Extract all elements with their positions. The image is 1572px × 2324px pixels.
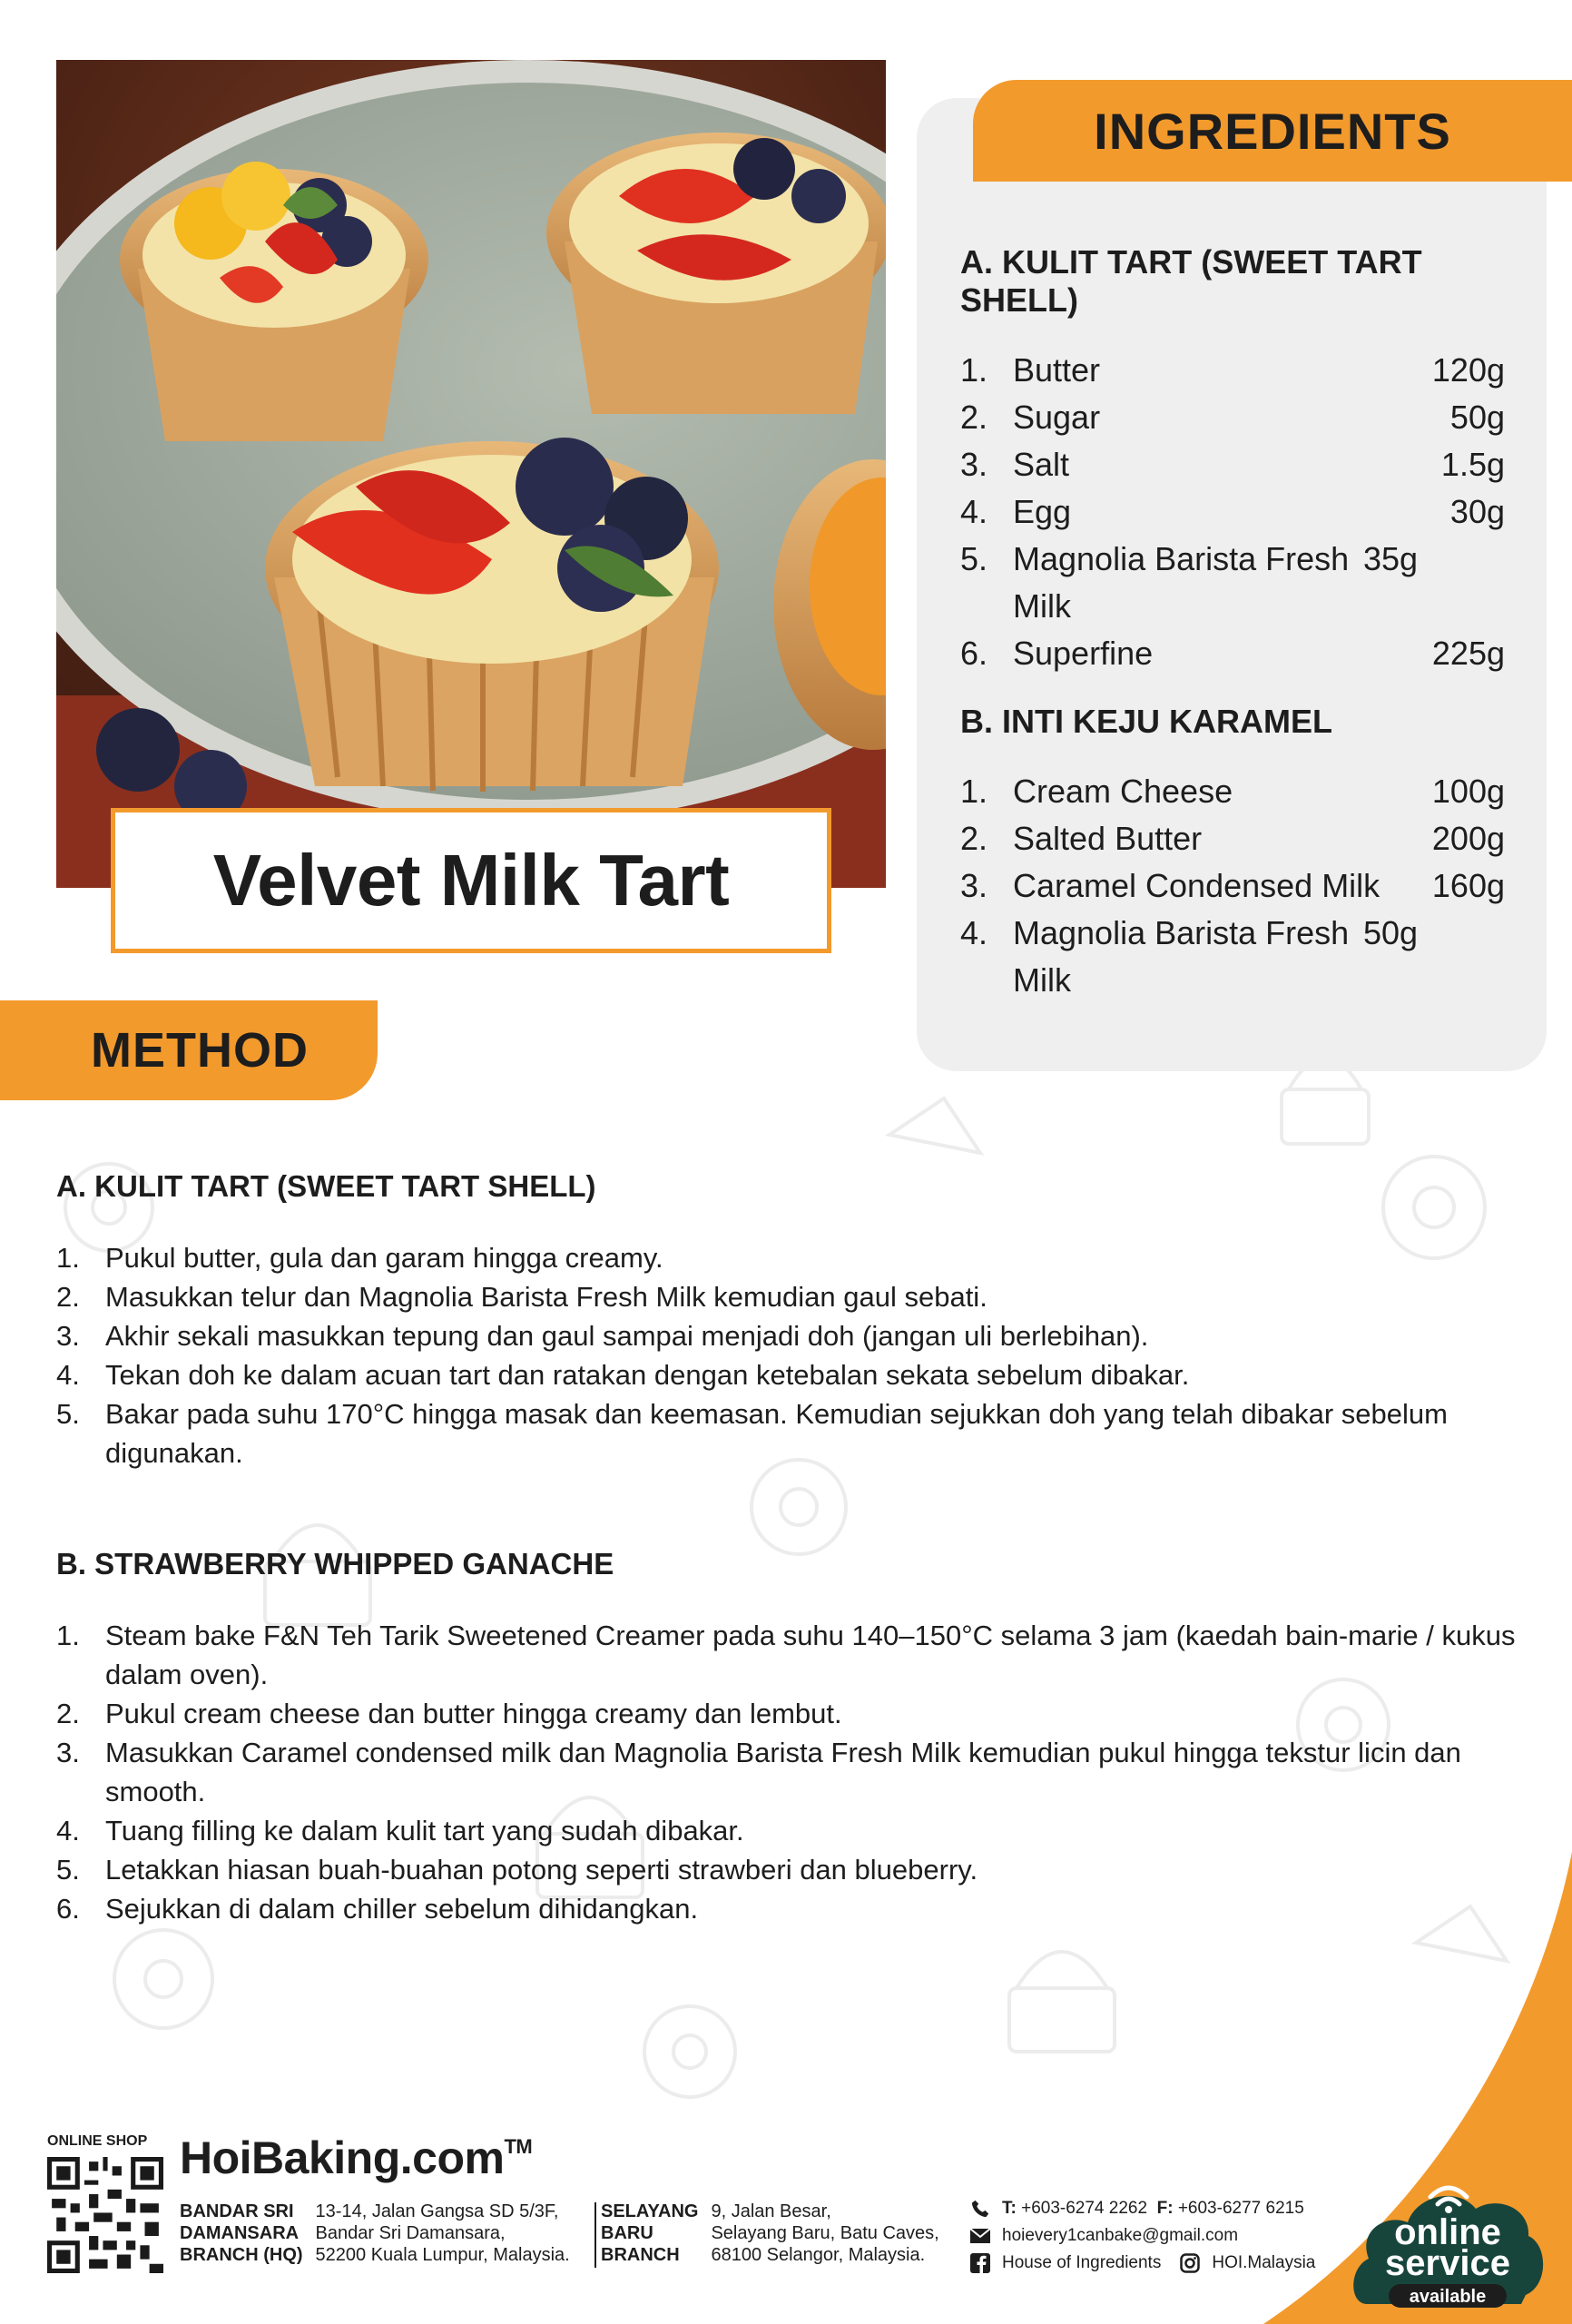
ingredient-name: Magnolia Barista Fresh Milk bbox=[1013, 914, 1350, 999]
recipe-title-box bbox=[111, 808, 831, 953]
step-num: 4. bbox=[56, 1815, 80, 1846]
footer bbox=[0, 2115, 1572, 2324]
step-text: Pukul cream cheese dan butter hingga creamy dan lembut. bbox=[105, 1698, 842, 1729]
facebook-link[interactable]: House of Ingredients bbox=[1002, 2253, 1162, 2272]
step-num: 2. bbox=[56, 1281, 80, 1313]
method-step bbox=[56, 1616, 1563, 1694]
ingredient-name: Caramel Condensed Milk bbox=[1013, 867, 1380, 904]
ingredient-item bbox=[960, 815, 1505, 862]
email-link[interactable]: hoievery1canbake@gmail.com bbox=[1002, 2226, 1239, 2245]
method-section-a bbox=[56, 1169, 1563, 1472]
step-text: Steam bake F&N Teh Tarik Sweetened Creamer pada suhu 140–150°C selama 3 jam (kaedah bain-marie / kukus dalam oven). bbox=[105, 1620, 1516, 1690]
step-num: 3. bbox=[56, 1320, 80, 1352]
fax-label: F: bbox=[1156, 2199, 1174, 2218]
step-num: 2. bbox=[56, 1698, 80, 1729]
method-step bbox=[56, 1355, 1563, 1394]
step-text: Pukul butter, gula dan garam hingga creamy. bbox=[105, 1242, 663, 1274]
phone-icon bbox=[968, 2199, 993, 2219]
method-step bbox=[56, 1394, 1563, 1472]
method-step bbox=[56, 1277, 1563, 1316]
ingredient-qty: 100g bbox=[1431, 773, 1505, 810]
ingredient-item bbox=[960, 441, 1505, 488]
ingredient-num: 3. bbox=[960, 867, 988, 904]
ingredient-name: Egg bbox=[1013, 493, 1072, 530]
method-step bbox=[56, 1850, 1563, 1889]
method-heading: METHOD bbox=[91, 1023, 309, 1078]
ingredient-num: 4. bbox=[960, 493, 988, 530]
method-section-b bbox=[56, 1547, 1563, 1928]
ingredients-heading-tab bbox=[973, 80, 1572, 182]
ingredient-qty: 225g bbox=[1431, 635, 1505, 672]
branch-selayang bbox=[601, 2201, 939, 2266]
branch-address: 13-14, Jalan Gangsa SD 5/3F, Bandar Sri Damansara, 52200 Kuala Lumpur, Malaysia. bbox=[315, 2201, 570, 2265]
branch-address: 9, Jalan Besar, Selayang Baru, Batu Caves, 68100 Selangor, Malaysia. bbox=[711, 2201, 939, 2265]
ingredient-num: 4. bbox=[960, 914, 988, 951]
ingredients-heading: INGREDIENTS bbox=[1094, 102, 1451, 160]
ingredient-item bbox=[960, 394, 1505, 441]
ingredients-list-b bbox=[960, 768, 1505, 1004]
ingredient-item bbox=[960, 347, 1505, 394]
ingredient-name: Salt bbox=[1013, 446, 1070, 483]
ingredient-name: Butter bbox=[1013, 351, 1101, 389]
brand-name: HoiBaking.com bbox=[180, 2132, 505, 2183]
ingredient-num: 6. bbox=[960, 635, 988, 672]
ingredient-item bbox=[960, 862, 1505, 910]
qr-code-icon[interactable] bbox=[47, 2157, 163, 2273]
ingredient-num: 1. bbox=[960, 351, 988, 389]
instagram-link[interactable]: HOI.Malaysia bbox=[1212, 2253, 1316, 2272]
ingredient-num: 3. bbox=[960, 446, 988, 483]
ingredient-qty: 30g bbox=[1449, 493, 1505, 530]
ingredient-item bbox=[960, 768, 1505, 815]
ingredients-section-a-title: A. KULIT TART (SWEET TART SHELL) bbox=[960, 243, 1422, 319]
ingredients-list-a bbox=[960, 347, 1505, 677]
step-num: 4. bbox=[56, 1359, 80, 1391]
badge-line2: service bbox=[1385, 2243, 1510, 2283]
ingredient-qty: 50g bbox=[1363, 914, 1419, 951]
step-text: Akhir sekali masukkan tepung dan gaul sampai menjadi doh (jangan uli berlebihan). bbox=[105, 1320, 1149, 1352]
method-section-b-title: B. STRAWBERRY WHIPPED GANACHE bbox=[56, 1547, 614, 1581]
step-num: 5. bbox=[56, 1398, 80, 1430]
online-service-badge[interactable] bbox=[1349, 2168, 1547, 2313]
ingredient-item bbox=[960, 488, 1505, 536]
phone-row bbox=[968, 2195, 1315, 2222]
step-num: 6. bbox=[56, 1893, 80, 1925]
step-text: Bakar pada suhu 170°C hingga masak dan keemasan. Kemudian sejukkan doh yang telah dibakar sebelum digunakan. bbox=[105, 1398, 1448, 1469]
badge-line3: available bbox=[1409, 2287, 1487, 2307]
method-step bbox=[56, 1811, 1563, 1850]
phone-number[interactable]: +603-6274 2262 bbox=[1021, 2199, 1148, 2218]
step-text: Tuang filling ke dalam kulit tart yang sudah dibakar. bbox=[105, 1815, 744, 1846]
footer-divider bbox=[594, 2202, 596, 2268]
step-text: Tekan doh ke dalam acuan tart dan ratakan dengan ketebalan sekata sebelum dibakar. bbox=[105, 1359, 1190, 1391]
ingredient-qty: 35g bbox=[1363, 540, 1419, 577]
branch-name: SELAYANG BARU BRANCH bbox=[601, 2201, 699, 2265]
envelope-icon bbox=[968, 2226, 993, 2246]
ingredient-qty: 1.5g bbox=[1440, 446, 1505, 483]
step-text: Sejukkan di dalam chiller sebelum dihidangkan. bbox=[105, 1893, 699, 1925]
ingredient-qty: 160g bbox=[1431, 867, 1505, 904]
method-heading-tab bbox=[0, 1000, 378, 1100]
ingredient-qty: 50g bbox=[1449, 399, 1505, 436]
social-row bbox=[968, 2250, 1315, 2277]
ingredient-item bbox=[960, 630, 1505, 677]
method-step bbox=[56, 1238, 1563, 1277]
method-section-a-title: A. KULIT TART (SWEET TART SHELL) bbox=[56, 1169, 596, 1203]
badge-line1: online bbox=[1394, 2212, 1501, 2252]
ingredient-name: Cream Cheese bbox=[1013, 773, 1233, 810]
ingredients-section-b-title: B. INTI KEJU KARAMEL bbox=[960, 703, 1333, 740]
ingredient-qty: 200g bbox=[1431, 820, 1505, 857]
step-num: 1. bbox=[56, 1620, 80, 1651]
trademark-symbol: TM bbox=[504, 2135, 533, 2158]
ingredient-item bbox=[960, 910, 1505, 1004]
ingredient-item bbox=[960, 536, 1505, 630]
instagram-icon bbox=[1177, 2253, 1203, 2273]
fax-number[interactable]: +603-6277 6215 bbox=[1177, 2199, 1304, 2218]
method-steps-a bbox=[56, 1238, 1563, 1472]
ingredients-section-b bbox=[960, 703, 1505, 1004]
online-shop-label: ONLINE SHOP bbox=[47, 2133, 148, 2149]
ingredient-num: 1. bbox=[960, 773, 988, 810]
ingredient-name: Magnolia Barista Fresh Milk bbox=[1013, 540, 1350, 625]
method-step bbox=[56, 1694, 1563, 1733]
step-num: 3. bbox=[56, 1737, 80, 1768]
step-text: Letakkan hiasan buah-buahan potong seperti strawberi dan blueberry. bbox=[105, 1854, 978, 1886]
brand-logo[interactable] bbox=[180, 2132, 532, 2184]
step-num: 5. bbox=[56, 1854, 80, 1886]
step-num: 1. bbox=[56, 1242, 80, 1274]
hero-photo-fruit-tarts bbox=[56, 60, 886, 888]
phone-label: T: bbox=[1002, 2199, 1017, 2218]
ingredients-section-a bbox=[960, 243, 1505, 677]
ingredient-name: Salted Butter bbox=[1013, 820, 1203, 857]
ingredient-name: Superfine bbox=[1013, 635, 1154, 672]
branch-hq bbox=[180, 2201, 570, 2266]
recipe-title: Velvet Milk Tart bbox=[212, 840, 730, 921]
facebook-icon bbox=[968, 2253, 993, 2273]
ingredient-qty: 120g bbox=[1431, 351, 1505, 389]
method-step bbox=[56, 1733, 1563, 1811]
contact-info bbox=[968, 2195, 1315, 2277]
method-step bbox=[56, 1316, 1563, 1355]
method-step bbox=[56, 1889, 1563, 1928]
ingredient-num: 2. bbox=[960, 399, 988, 436]
step-text: Masukkan telur dan Magnolia Barista Fresh Milk kemudian gaul sebati. bbox=[105, 1281, 987, 1313]
branch-name: BANDAR SRI DAMANSARA BRANCH (HQ) bbox=[180, 2201, 303, 2265]
ingredient-num: 2. bbox=[960, 820, 988, 857]
email-row bbox=[968, 2222, 1315, 2250]
method-steps-b bbox=[56, 1616, 1563, 1928]
ingredient-num: 5. bbox=[960, 540, 988, 577]
ingredient-name: Sugar bbox=[1013, 399, 1101, 436]
step-text: Masukkan Caramel condensed milk dan Magnolia Barista Fresh Milk kemudian pukul hingga tekstur licin dan smooth. bbox=[105, 1737, 1461, 1807]
